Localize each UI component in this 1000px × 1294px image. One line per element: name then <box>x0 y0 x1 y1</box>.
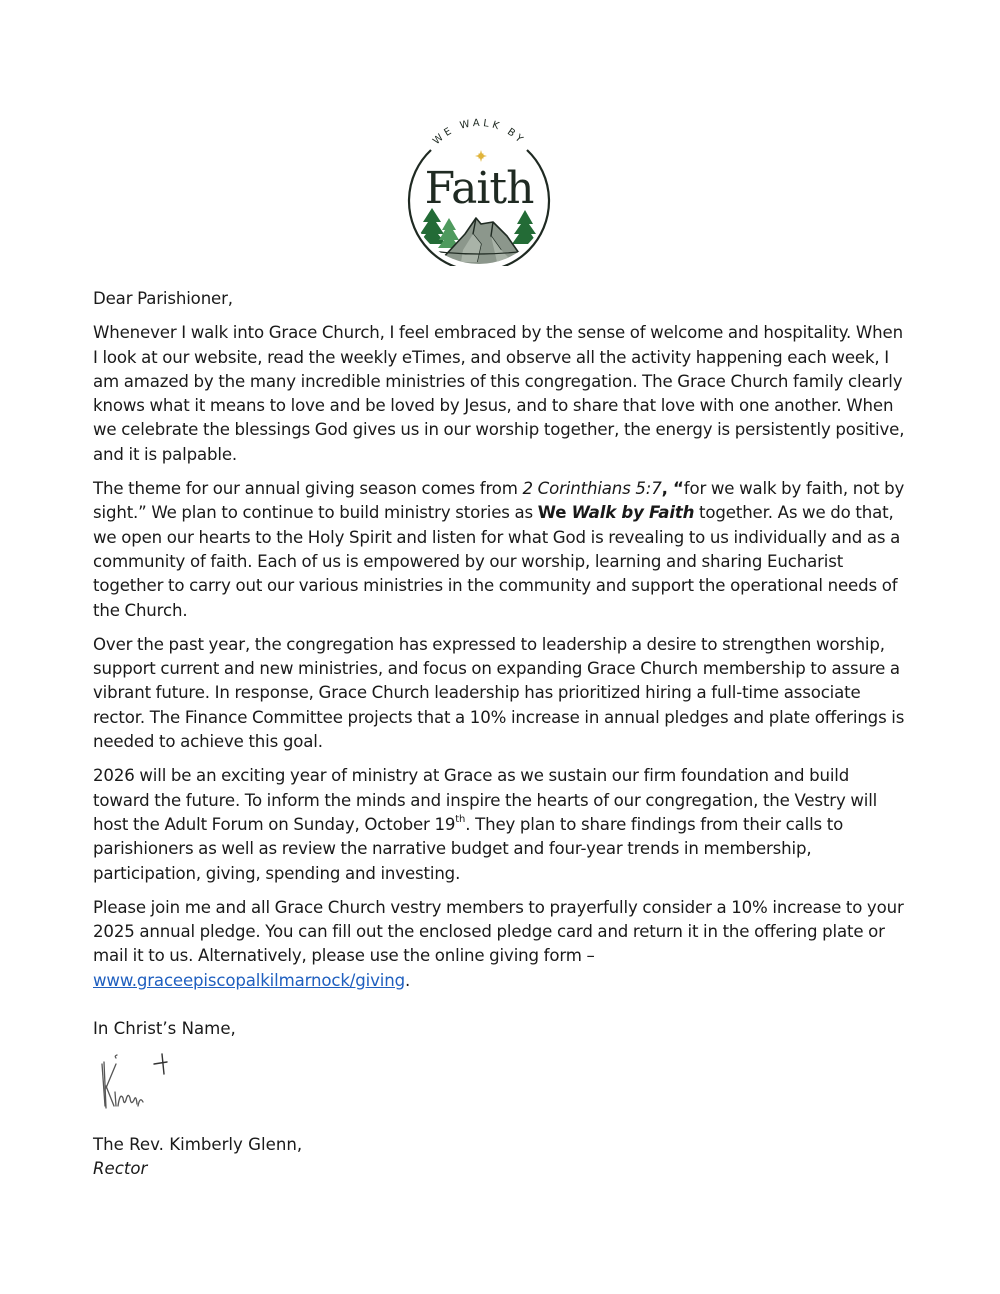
logo-arc-text: WE WALK BY <box>431 117 527 148</box>
paragraph-theme <box>93 477 908 623</box>
verse-reference: 2 Corinthians 5:7 <box>522 479 662 499</box>
paragraph-welcome: Whenever I walk into Grace Church, I feel embraced by the sense of welcome and hospitality. When I look at our website, read the weekly eTimes, and observe all the activity happening each week, I am amazed by the many incredible ministries of this congregation. The Grace Church family clearly knows what it means to love and be loved by Jesus, and to share that love with one another. When we celebrate the blessings God gives us in our worship together, the energy is persistently positive, and it is palpable. <box>93 323 905 464</box>
text-run: together. As we do that, we open our hearts to the Holy Spirit and listen for what God is revealing to us individually and as a community of faith. Each of us is empowered by our worship, learning and sharing Eucharist together to carry out our various ministries in the community and support the operational needs of the Church. <box>93 503 901 620</box>
signer-title: Rector <box>93 1159 148 1178</box>
signer-name: The Rev. Kimberly Glenn, <box>93 1135 303 1154</box>
theme-name-we: We <box>537 503 572 523</box>
signer-block <box>93 1133 302 1181</box>
text-run: The theme for our annual giving season comes from <box>93 479 523 499</box>
we-walk-by-faith-logo <box>401 110 557 266</box>
text-run: for we walk by faith, not by sight.” We plan to continue to build ministry stories as <box>93 479 905 523</box>
text-run: . <box>404 970 411 990</box>
text-run: , “ <box>661 479 684 499</box>
letter-body <box>93 287 908 1003</box>
star-icon <box>475 150 487 162</box>
signature-image <box>96 1050 176 1115</box>
paragraph-goals: Over the past year, the congregation has expressed to leadership a desire to strengthen worship, support current and new ministries, and focus on expanding Grace Church membership to assure a vibrant future. In response, Grace Church leadership has prioritized hiring a full-time associate rector. The Finance Committee projects that a 10% increase in annual pledges and plate offerings is needed to achieve this goal. <box>93 634 905 752</box>
theme-name-rest: Walk by Faith <box>571 503 695 523</box>
tree-icon <box>512 210 538 244</box>
text-run: 2026 will be an exciting year of ministry at Grace as we sustain our firm foundation and build toward the future. To inform the minds and inspire the hearts of our congregation, the Vestry will host the Adult Forum on Sunday, October 19 <box>93 766 878 834</box>
paragraph-forum <box>93 764 908 885</box>
ordinal-suffix: th <box>455 813 466 825</box>
paragraph-pledge <box>93 896 908 993</box>
text-run: Please join me and all Grace Church vestry members to prayerfully consider a 10% increase to your 2025 annual pledge. You can fill out the enclosed pledge card and return it in the offering plate or mail it to us. Alternatively, please use the online giving form – <box>93 897 904 966</box>
logo-main-text: Faith <box>424 163 534 214</box>
closing: In Christ’s Name, <box>93 1019 236 1038</box>
text-run: . They plan to share findings from their calls to parishioners as well as review the narrative budget and four-year trends in membership, participation, giving, spending and investing. <box>93 814 844 883</box>
mountain-scene-icon <box>411 208 547 266</box>
giving-link[interactable]: www.graceepiscopalkilmarnock/giving <box>93 970 405 990</box>
salutation: Dear Parishioner, <box>93 289 233 308</box>
